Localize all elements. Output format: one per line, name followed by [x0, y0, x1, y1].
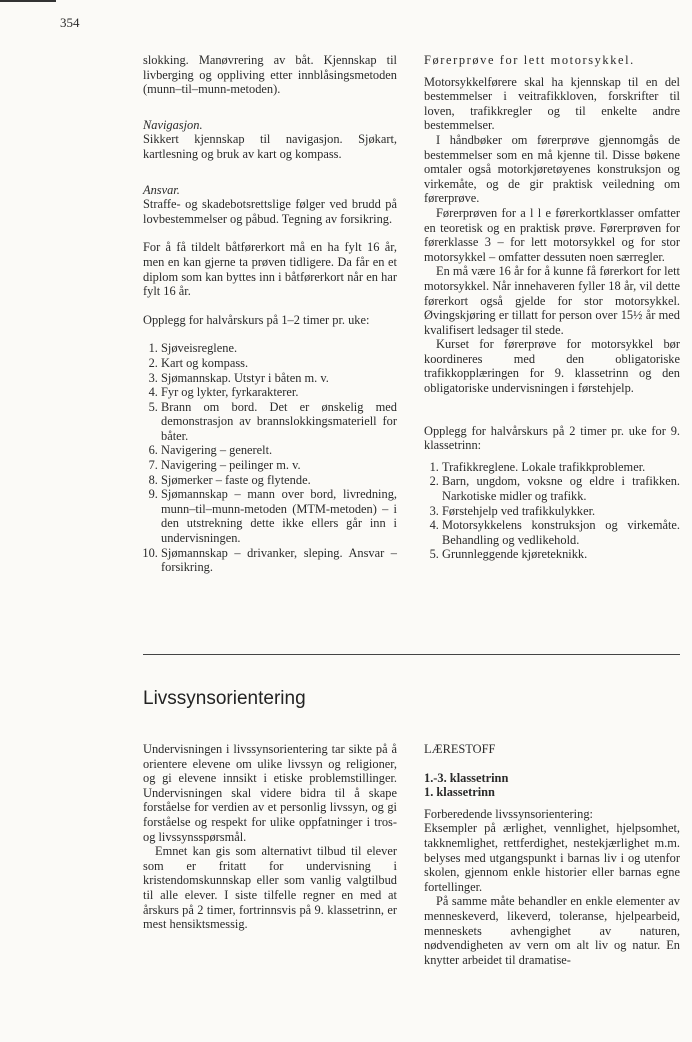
list-item: 4. Fyr og lykter, fyrkarakterer. [161, 385, 397, 400]
list-item: 8. Sjømerker – faste og flytende. [161, 473, 397, 488]
paragraph: En må være 16 år for å kunne få førerkort for lett motorsykkel. Når innehaveren fyller 18 år, vil dette førerkort også gjelde for stor motorsykkel. Øvingskjøring er tillatt for person over 15½ år med kvalifisert ledsager til stede. [424, 264, 680, 337]
heading-ansvar: Ansvar. [143, 182, 180, 197]
list-item: 7. Navigering – peilinger m. v. [161, 458, 397, 473]
list-item: 4. Motorsykkelens konstruksjon og virkemåte. Behandling og vedlikehold. [442, 518, 680, 547]
column-top-right [424, 53, 680, 562]
list-item: 9. Sjømannskap – mann over bord, livredning, munn–til–munn-metoden (MTM-metoden) – i den utstrekning dette ikke ellers går inn i undervisningen. [161, 487, 397, 545]
paragraph: Eksempler på ærlighet, vennlighet, hjelpsomhet, takknemlighet, rettferdighet, nestekjærlighet m.m. belyses med utgangspunkt i barnas liv i og utenfor skolen, gjennom enkle historier eller barnas egne fortellinger. [424, 821, 680, 894]
heading-larestoff: LÆRESTOFF [424, 742, 496, 756]
paragraph: Sikkert kjennskap til navigasjon. Sjøkart, kartlesning og bruk av kart og kompass. [143, 132, 397, 161]
intro-label: Forberedende livssynsorientering: [424, 806, 593, 821]
plan-heading: Opplegg for halvårskurs på 2 timer pr. uke for 9. klassetrinn: [424, 423, 680, 453]
paragraph: På samme måte behandler en enkle elementer av menneskeverd, likeverd, toleranse, hjelpearbeid, menneskets avhengighet av naturen, nødvendigheten av vern om alt liv og natur. En knytter arbeidet til dramatise- [424, 894, 680, 967]
list-item: 10. Sjømannskap – drivanker, sleping. Ansvar – forsikring. [161, 546, 397, 575]
list-item: 3. Førstehjelp ved trafikkulykker. [442, 504, 680, 519]
paragraph: Undervisningen i livssynsorientering tar sikte på å orientere elevene om ulike livssyn og religioner, og gi elevene innsikt i etiske problemstillinger. Undervisningen skal videre bidra til å skape forståelse for verdien av et personlig livssyn, og gi forståelse og respekt for ulike oppfatninger i tros- og livssynsspørsmål. [143, 742, 397, 844]
subheading: 1.-3. klassetrinn [424, 770, 509, 785]
heading-forerprove: Førerprøve for lett motorsykkel. [424, 53, 635, 67]
subheading: 1. klassetrinn [424, 785, 495, 800]
paragraph: For å få tildelt båtførerkort må en ha fylt 16 år, men en kan gjerne ta prøven tidligere. Da får en et diplom som kan byttes inn i båtførerkort når en har fylt 16 år. [143, 240, 397, 299]
list-item: 1. Trafikkreglene. Lokale trafikkproblemer. [442, 460, 680, 475]
paragraph: slokking. Manøvrering av båt. Kjennskap til livberging og oppliving etter innblåsingsmetoden (munn–til–munn-metoden). [143, 53, 397, 97]
paragraph: I håndbøker om førerprøve gjennomgås de bestemmelser som en må kjenne til. Disse bøkene omtaler også motorkjøretøyenes konstruksjon og virkemåte, og de gir praktisk veiledning om førerprøve. [424, 132, 680, 206]
page-number: 354 [60, 15, 80, 30]
list-item: 3. Sjømannskap. Utstyr i båten m. v. [161, 371, 397, 386]
plan-list [143, 341, 397, 575]
heading-navigasjon: Navigasjon. [143, 117, 203, 132]
column-bottom-right [424, 742, 680, 967]
column-bottom-left [143, 742, 397, 932]
list-item: 5. Grunnleggende kjøreteknikk. [442, 547, 680, 562]
paragraph: Førerprøven for a l l e førerkortklasser omfatter en teoretisk og en praktisk prøve. Førerprøven for førerklasse 3 – for lett motorsykkel og for stor motorsykkel – omfatter dessuten noen særregler. [424, 205, 680, 264]
list-item: 5. Brann om bord. Det er ønskelig med demonstrasjon av brannslokkingsmateriell for båter. [161, 400, 397, 444]
list-item: 6. Navigering – generelt. [161, 443, 397, 458]
list-item: 2. Kart og kompass. [161, 356, 397, 371]
section-title: Livssynsorientering [143, 688, 306, 709]
list-item: 1. Sjøveisreglene. [161, 341, 397, 356]
plan-heading: Opplegg for halvårskurs på 1–2 timer pr. uke: [143, 312, 370, 327]
paragraph: Emnet kan gis som alternativt tilbud til elever som er fritatt for undervisning i kristendomskunnskap eller som vanlig valgtilbud til alle elever. I siste tilfelle regner en med at årskurs på 2 timer, fortrinnsvis på 9. klassetrinn, er mest hensiktsmessig. [143, 844, 397, 932]
paragraph: Motorsykkelførere skal ha kjennskap til en del bestemmelser i veitrafikkloven, forskrifter til loven, trafikkregler og til enkelte andre bestemmelser. [424, 74, 680, 133]
list-item: 2. Barn, ungdom, voksne og eldre i trafikken. Narkotiske midler og trafikk. [442, 474, 680, 503]
paragraph: Kurset for førerprøve for motorsykkel bør koordineres med den obligatoriske trafikkopplæringen for 9. klassetrinn og den obligatoriske undervisningen i førstehjelp. [424, 337, 680, 396]
section-divider [143, 654, 680, 655]
plan-list [424, 460, 680, 562]
paragraph: Straffe- og skadebotsrettslige følger ved brudd på lovbestemmelser og påbud. Tegning av forsikring. [143, 197, 397, 226]
top-rule [0, 0, 56, 2]
column-top-left [143, 53, 397, 575]
